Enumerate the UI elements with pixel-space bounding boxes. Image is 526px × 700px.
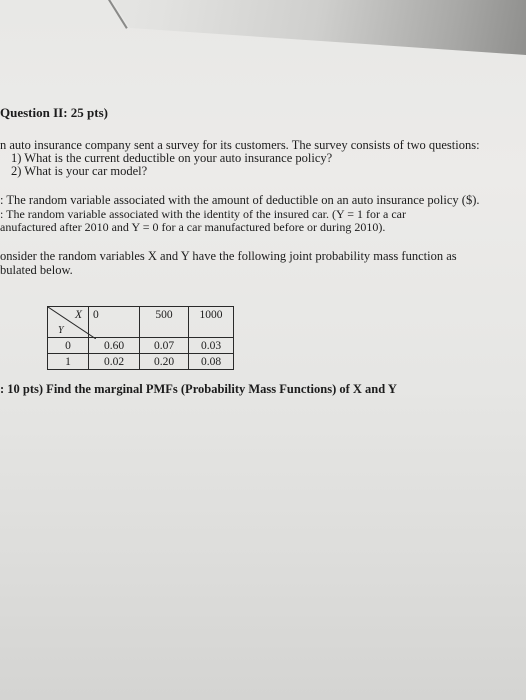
- y-value-0: 0: [48, 338, 89, 354]
- y-axis-label: Y: [58, 325, 64, 336]
- table-row: [48, 338, 234, 354]
- x-value-0: 0: [89, 307, 140, 338]
- table-corner-cell: [48, 307, 89, 338]
- table-row: [48, 354, 234, 370]
- x-definition: : The random variable associated with the amount of deductible on an auto insurance policy ($).: [0, 193, 480, 207]
- table-cell: 0.07: [140, 338, 189, 354]
- x-value-500: 500: [140, 307, 189, 338]
- question-2: 2) What is your car model?: [11, 164, 148, 178]
- y-definition-line1: : The random variable associated with the identity of the insured car. (Y = 1 for a car: [0, 207, 406, 221]
- consider-line2: bulated below.: [0, 263, 73, 277]
- question-1: 1) What is the current deductible on your auto insurance policy?: [11, 151, 333, 165]
- table-cell: 0.03: [189, 338, 234, 354]
- table-cell: 0.60: [89, 338, 140, 354]
- y-definition-line2: anufactured after 2010 and Y = 0 for a car manufactured before or during 2010).: [0, 220, 386, 234]
- part-question: : 10 pts) Find the marginal PMFs (Probability Mass Functions) of X and Y: [0, 382, 397, 396]
- consider-line1: onsider the random variables X and Y have the following joint probability mass function as: [0, 249, 457, 263]
- joint-pmf-table: [47, 306, 234, 370]
- intro-text: n auto insurance company sent a survey for its customers. The survey consists of two questions:: [0, 138, 480, 152]
- corner-diagonal: [48, 307, 96, 339]
- x-axis-label: X: [74, 309, 82, 321]
- y-value-1: 1: [48, 354, 89, 370]
- question-heading: Question II: 25 pts): [0, 105, 108, 120]
- table-cell: 0.08: [189, 354, 234, 370]
- table-cell: 0.20: [140, 354, 189, 370]
- x-value-1000: 1000: [189, 307, 234, 338]
- table-cell: 0.02: [89, 354, 140, 370]
